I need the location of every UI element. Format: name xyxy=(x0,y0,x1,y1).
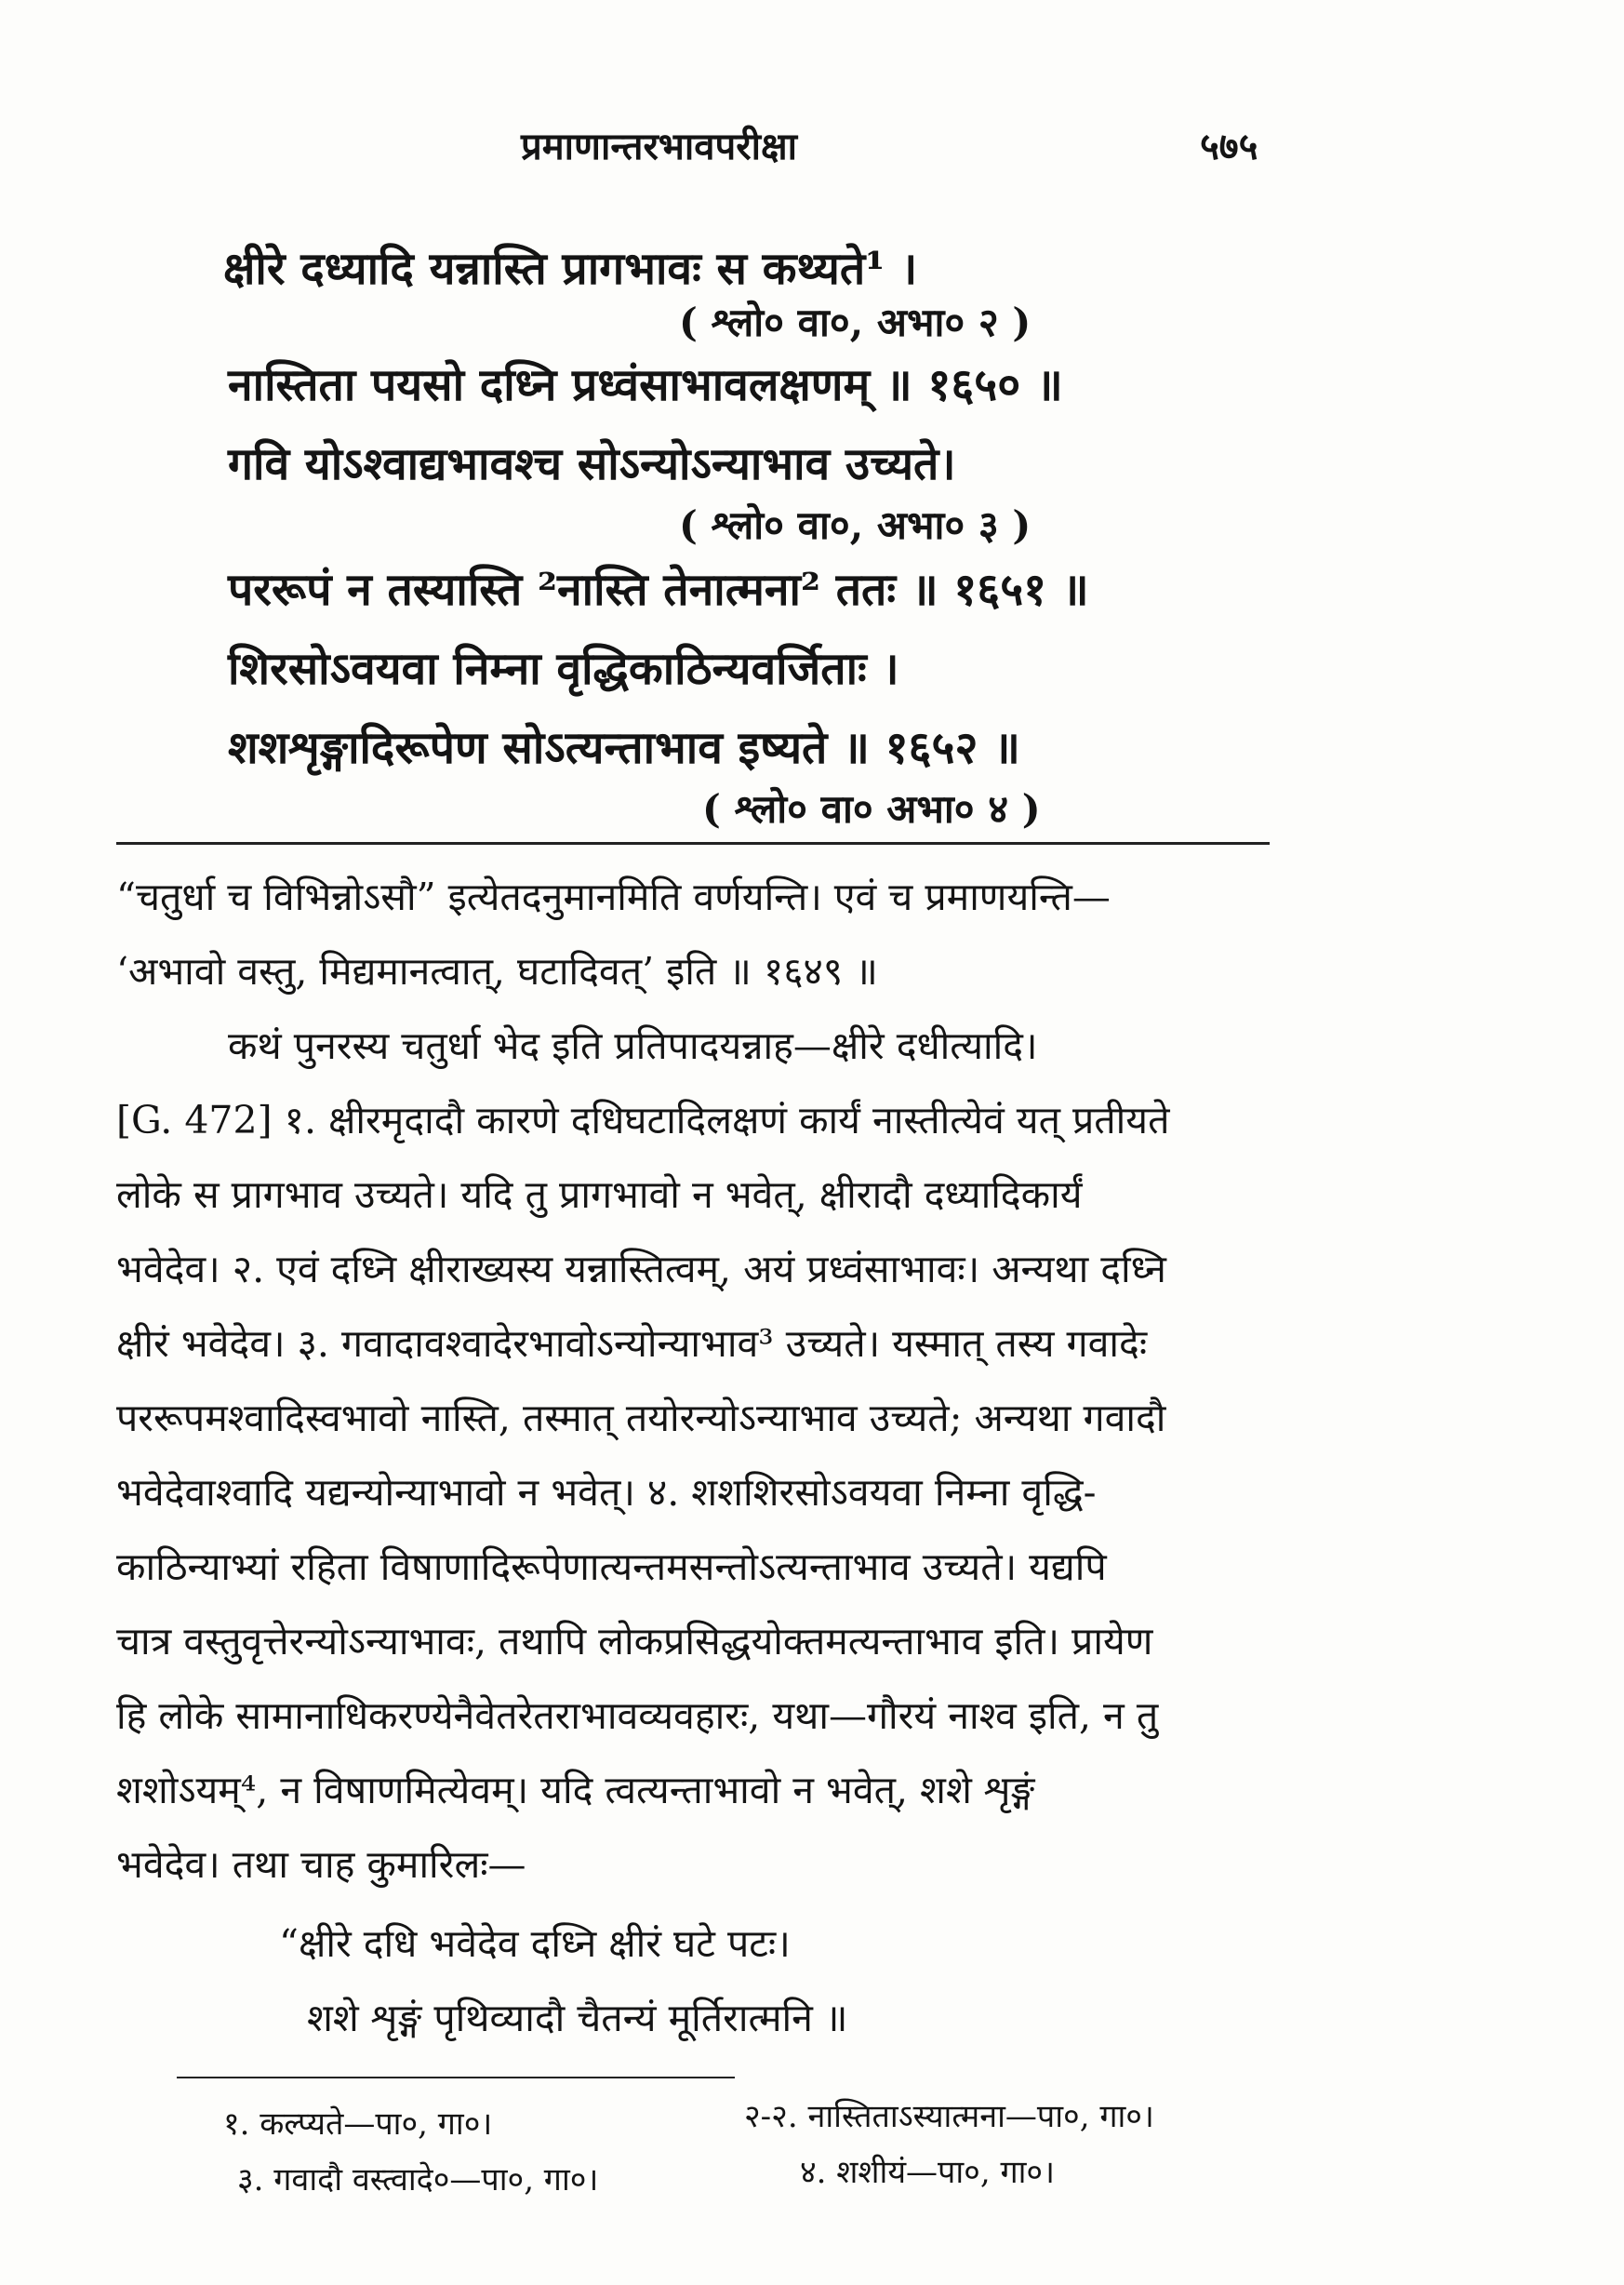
footnote-divider xyxy=(177,2077,735,2078)
commentary-line: भवेदेवाश्वादि यद्यन्योन्याभावो न भवेत्। ४. शशशिरसोऽवयवा निम्ना वृद्धि- xyxy=(116,1470,1097,1515)
commentary-line: क्षीरं भवेदेव। ३. गवादावश्वादेरभावोऽन्योन्याभाव³ उच्यते। यस्मात् तस्य गवादेः xyxy=(116,1321,1148,1366)
commentary-line: हि लोके सामानाधिकरण्येनैवेतरेतराभावव्यवहारः, यथा—गौरयं नाश्व इति, न तु xyxy=(116,1693,1159,1738)
verse-line: नास्तिता पयसो दध्नि प्रध्वंसाभावलक्षणम् ॥ १६५० ॥ xyxy=(228,359,1063,411)
verse-line: पररूपं न तस्यास्ति ²नास्ति तेनात्मना² ततः ॥ १६५१ ॥ xyxy=(228,564,1089,616)
commentary-line: [G. 472] १. क्षीरमृदादौ कारणे दधिघटादिलक्षणं कार्यं नास्तीत्येवं यत् प्रतीयते xyxy=(116,1098,1170,1142)
verse-line: क्षीरे दध्यादि यन्नास्ति प्रागभावः स कथ्यते¹ । xyxy=(223,243,918,295)
commentary-line: कथं पुनरस्य चतुर्धा भेद इति प्रतिपादयन्नाह—क्षीरे दधीत्यादि। xyxy=(228,1023,1038,1068)
verse-reference: ( श्लो० वा०, अभा० २ ) xyxy=(679,300,1032,345)
footnote-4: ४. शशीयं—पा०, गा०। xyxy=(800,2154,1055,2191)
commentary-line: भवेदेव। २. एवं दध्नि क्षीराख्यस्य यन्नास्तित्वम्, अयं प्रध्वंसाभावः। अन्यथा दध्नि xyxy=(116,1247,1166,1291)
quotation-line: शशे शृङ्गं पृथिव्यादौ चैतन्यं मूर्तिरात्मनि ॥ xyxy=(307,1996,848,2040)
running-title: प्रमाणान्तरभावपरीक्षा xyxy=(521,125,797,168)
commentary-line: पररूपमश्वादिस्वभावो नास्ति, तस्मात् तयोरन्योऽन्याभाव उच्यते; अन्यथा गवादौ xyxy=(116,1396,1166,1440)
verse-line: शिरसोऽवयवा निम्ना वृद्धिकाठिन्यवर्जिताः । xyxy=(228,643,899,695)
quotation-line: “क्षीरे दधि भवेदेव दध्नि क्षीरं घटे पटः। xyxy=(279,1921,791,1966)
footnote-2: २-२. नास्तिताऽस्यात्मना—पा०, गा०। xyxy=(744,2098,1154,2135)
commentary-line: “चतुर्धा च विभिन्नोऽसौ” इत्येतदनुमानमिति वर्णयन्ति। एवं च प्रमाणयन्ति— xyxy=(116,875,1111,919)
section-divider xyxy=(116,842,1270,845)
commentary-line: भवेदेव। तथा चाह कुमारिलः— xyxy=(116,1842,526,1887)
verse-line: गवि योऽश्वाद्यभावश्च सोऽन्योऽन्याभाव उच्यते। xyxy=(228,438,956,490)
page-number: ५७५ xyxy=(1200,125,1258,168)
commentary-line: लोके स प्रागभाव उच्यते। यदि तु प्रागभावो न भवेत्, क्षीरादौ दध्यादिकार्यं xyxy=(116,1172,1083,1217)
commentary-line: शशोऽयम्⁴, न विषाणमित्येवम्। यदि त्वत्यन्ताभावो न भवेत्, शशे शृङ्गं xyxy=(116,1768,1035,1812)
commentary-line: ‘अभावो वस्तु, मिद्यमानत्वात्, घटादिवत्’ इति ॥ १६४९ ॥ xyxy=(116,949,878,994)
footnote-1: १. कल्प्यते—पा०, गा०। xyxy=(223,2105,493,2143)
verse-reference: ( श्लो० वा० अभा० ४ ) xyxy=(702,786,1041,832)
commentary-line: काठिन्याभ्यां रहिता विषाणादिरूपेणात्यन्तमसन्तोऽत्यन्ताभाव उच्यते। यद्यपि xyxy=(116,1544,1107,1589)
footnote-3: ३. गवादौ वस्त्वादे०—पा०, गा०। xyxy=(237,2161,599,2198)
commentary-line: चात्र वस्तुवृत्तेरन्योऽन्याभावः, तथापि लोकप्रसिद्धयोक्तमत्यन्ताभाव इति। प्रायेण xyxy=(116,1619,1153,1664)
page-header xyxy=(0,119,1624,184)
verse-reference: ( श्लो० वा०, अभा० ३ ) xyxy=(679,502,1032,548)
verse-line: शशशृङ्गादिरूपेण सोऽत्यन्ताभाव इष्यते ॥ १६५२ ॥ xyxy=(228,722,1020,774)
